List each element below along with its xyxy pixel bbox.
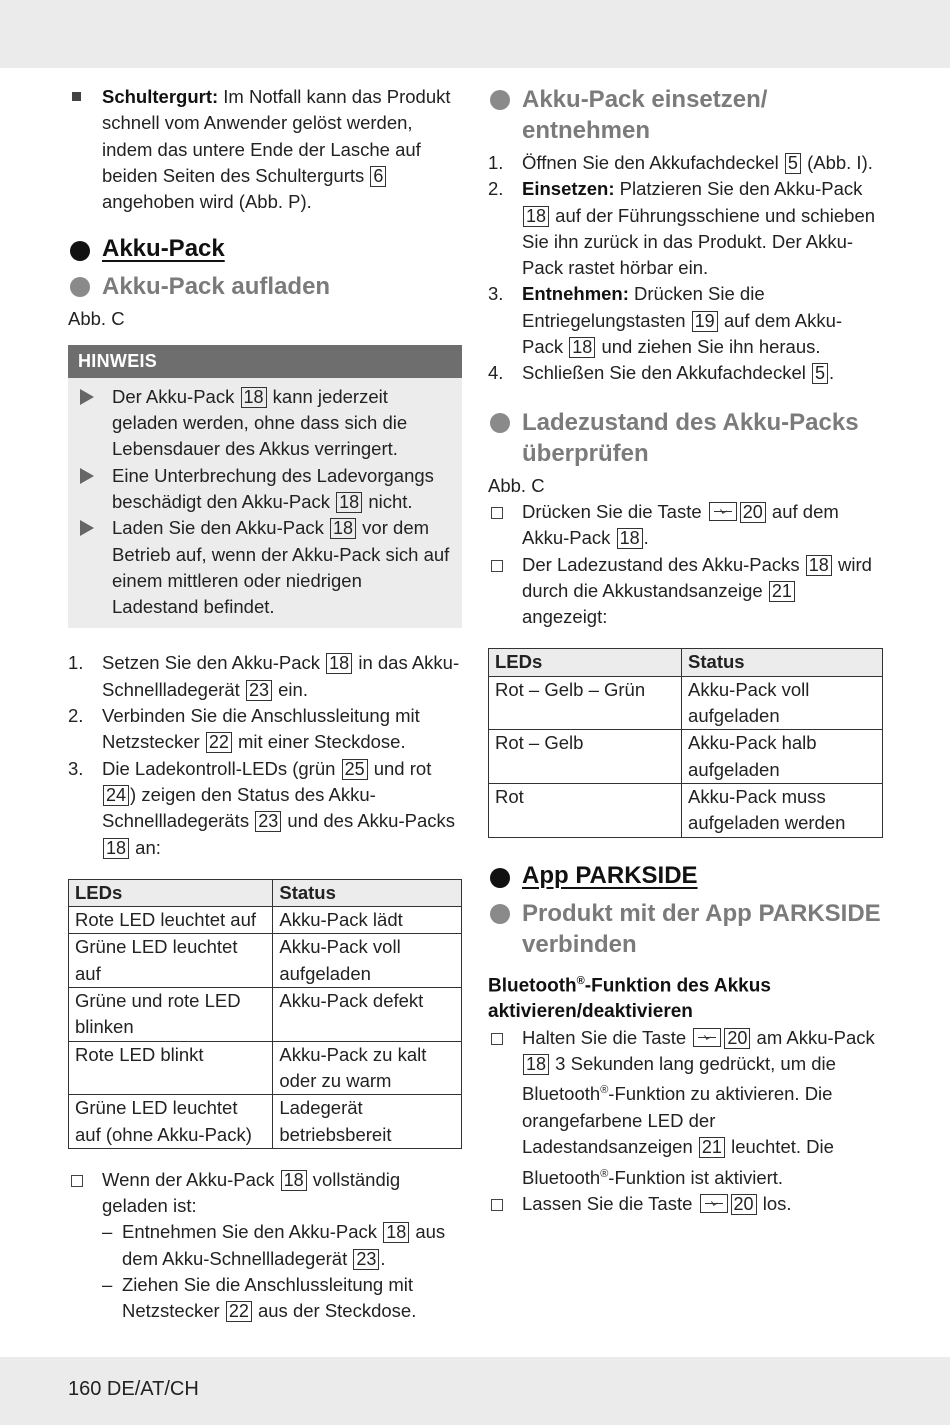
text: am Akku-Pack [751,1026,875,1048]
heading-text: Akku-Pack aufladen [102,273,331,301]
text: Laden Sie den Akku-Pack [112,517,330,539]
table-header-row [69,879,462,906]
step-number: 3. [68,757,84,779]
ref-number: 18 [806,555,832,576]
ref-number: 23 [353,1249,379,1270]
table-header: Status [273,879,462,906]
text: auf der Führungsschiene und schieben Sie ihn zurück in das Produkt. Der Akku-Pack rastet hörbar ein. [522,204,876,279]
text: -Funktion zu aktivieren. Die orangefarbene LED der Ladestandsanzeigen [522,1083,833,1158]
heading-text: Ladezustand des Akku-Packs überprüfen [522,408,859,467]
heading-ladezustand [488,407,883,469]
text: los. [757,1192,792,1214]
table-row [69,934,462,988]
text: aus dem Akku-Schnellladegerät [122,1221,446,1269]
ref-number: 24 [103,785,129,806]
schultergurt-paragraph [68,84,462,215]
table-row [489,783,883,837]
text: Eine Unterbrechung des Ladevorgangs beschädigt den Akku-Pack [112,464,434,512]
insert-steps [488,150,883,387]
ref-number: 18 [336,492,362,513]
checkbox-bullet-icon [71,1175,83,1187]
table-cell: Rot – Gelb – Grün [489,676,682,730]
text: ein. [273,678,308,700]
table-cell: Ladegerät betriebsbereit [273,1095,462,1149]
checkbox-bullet-icon [491,507,503,519]
square-bullet-icon [72,92,81,101]
triangle-bullet-icon [80,468,94,484]
triangle-bullet-icon [80,520,94,536]
charging-steps [68,650,462,860]
text: Der Akku-Pack [112,385,240,407]
table-row [69,1095,462,1149]
text: wird durch die Akkustandsanzeige [522,553,872,601]
hinweis-item [78,515,452,620]
text: vollständig geladen ist: [102,1168,401,1217]
figure-reference: Abb. C [68,308,125,330]
text: kann jederzeit geladen werden, ohne dass sich die Lebensdauer des Akkus verringert. [112,385,408,460]
step-item [68,650,462,703]
ref-number: 20 [724,1028,750,1049]
table-row [69,1041,462,1095]
bullet-dot-icon [490,868,510,888]
text: leuchtet. Die Bluetooth [522,1136,834,1188]
check-item [488,499,883,552]
check-item [488,552,883,631]
text: und des Akku-Packs [282,810,456,832]
step-number: 3. [488,283,504,305]
check-item [488,1191,883,1217]
table-row [489,730,883,784]
text: und ziehen Sie ihn heraus. [596,336,821,358]
text: . [829,362,835,384]
step-number: 4. [488,362,504,384]
heading-einsetzen-entnehmen [488,84,883,146]
text: 3 Sekunden lang gedrückt, um die Bluetooth [522,1053,836,1105]
table-cell: Grüne und rote LED blinken [69,988,273,1042]
check-list [488,499,883,630]
text: Entnehmen Sie den Akku-Pack [122,1221,383,1243]
right-column [488,84,883,1217]
text: und rot [368,757,432,779]
button-key-icon [709,502,737,521]
text: Platzieren Sie den Akku-Pack [614,178,863,200]
heading-text: Akku-Pack [102,235,225,263]
charge-level-table [488,648,883,837]
ref-number: 5 [785,153,801,174]
table-row [489,676,883,730]
table-cell: Akku-Pack zu kalt oder zu warm [273,1041,462,1095]
step-label: Entnehmen: [522,283,629,305]
text: Setzen Sie den Akku-Pack [102,652,326,674]
bullet-dot-icon [70,277,90,297]
heading-akku-pack [68,235,462,263]
text: auf dem Akku-Pack [522,500,839,549]
dash-list [68,1219,462,1324]
bullet-dot-icon [490,413,510,433]
bluetooth-list [488,1025,883,1217]
step-number: 2. [488,178,504,200]
text: angezeigt: [522,606,608,628]
table-header: LEDs [489,649,682,676]
table-row [69,907,462,934]
heading-app-parkside [488,862,883,890]
checkbox-bullet-icon [491,560,503,572]
table-header: LEDs [69,879,273,906]
text: Verbinden Sie die Anschlussleitung mit Netzstecker [102,705,420,753]
text: nicht. [363,490,413,512]
dash-marker: – [102,1273,113,1295]
heading-text: Akku-Pack einsetzen/ entnehmen [522,86,768,144]
ref-number: 21 [769,581,795,602]
registered-mark: ® [600,1084,609,1097]
bluetooth-subheading [488,968,883,1025]
hinweis-box [68,345,462,629]
button-key-icon [700,1194,728,1213]
table-header-row [489,649,883,676]
table-cell: Akku-Pack defekt [273,988,462,1042]
table-cell: Rote LED blinkt [69,1041,273,1095]
ref-number: 18 [281,1170,307,1191]
left-column [68,84,462,1325]
bullet-dot-icon [70,241,90,261]
ref-number: 23 [255,811,281,832]
step-label: Einsetzen: [522,178,615,200]
text: Wenn der Akku-Pack [102,1168,280,1190]
dash-marker: – [102,1221,113,1243]
text: ) zeigen den Status des Akku-Schnellladegeräts [102,783,376,832]
text: in das Akku-Schnellladegerät [102,652,460,700]
heading-app-verbinden [488,898,883,960]
ref-number: 20 [731,1194,757,1215]
check-item [68,1167,462,1220]
registered-mark: ® [600,1167,609,1180]
text: -Funktion des Akkus aktivieren/deaktivieren [488,974,771,1022]
schultergurt-label: Schultergurt: [102,86,219,107]
header-bar [0,0,950,68]
ref-number: 18 [523,1054,549,1075]
text: Ziehen Sie die Anschlussleitung mit Netzstecker [122,1273,414,1322]
ref-number: 20 [740,502,766,523]
table-cell: Akku-Pack voll aufgeladen [273,934,462,988]
led-status-table [68,879,462,1149]
ref-number: 22 [226,1301,252,1322]
heading-text: Produkt mit der App PARKSIDE verbinden [522,899,881,958]
fully-charged-section [68,1167,462,1325]
bullet-dot-icon [490,90,510,110]
button-key-icon [693,1028,721,1047]
heading-akku-pack-aufladen [68,271,462,302]
dash-item [102,1219,462,1272]
table-cell: Akku-Pack muss aufgeladen werden [682,783,883,837]
hinweis-item [78,384,452,463]
text: -Funktion ist aktiviert. [608,1166,784,1188]
text: Im Notfall kann das Produkt schnell vom Anwender gelöst werden, indem das untere Ende der Lasche auf beiden Seiten des Schultergurts [102,86,451,186]
table-cell: Rote LED leuchtet auf [69,907,273,934]
bullet-dot-icon [490,904,510,924]
heading-text: App PARKSIDE [522,861,698,889]
text: Schließen Sie den Akkufachdeckel [522,362,811,384]
ref-number: 23 [246,680,272,701]
text: (Abb. I). [801,152,873,173]
registered-mark: ® [576,974,585,987]
ref-number: 18 [569,337,595,358]
text: Der Ladezustand des Akku-Packs [522,553,805,575]
ref-number: 19 [692,311,718,332]
check-item [488,1025,883,1191]
ref-number: 18 [241,387,267,408]
text: Bluetooth [488,974,577,996]
table-cell: Grüne LED leuchtet auf (ohne Akku-Pack) [69,1095,273,1149]
dash-item [102,1272,462,1325]
step-number: 1. [488,152,504,173]
hinweis-body [68,378,462,629]
ref-number: 6 [370,166,386,187]
text: an: [130,836,161,858]
ref-number: 18 [326,653,352,674]
text: . [380,1247,386,1269]
text: Öffnen Sie den Akkufachdeckel [522,152,784,173]
table-cell: Akku-Pack voll aufgeladen [682,676,883,730]
step-item [68,703,462,756]
step-item [488,176,883,281]
text: auf dem Akku-Pack [522,309,843,358]
table-header: Status [682,649,883,676]
table-cell: Rot – Gelb [489,730,682,784]
ref-number: 18 [103,838,129,859]
hinweis-item [78,463,452,516]
text: Drücken Sie die Entriegelungstasten [522,283,765,331]
ref-number: 22 [206,732,232,753]
ref-number: 25 [342,759,368,780]
step-number: 1. [68,652,84,674]
table-cell: Grüne LED leuchtet auf [69,934,273,988]
table-cell: Akku-Pack lädt [273,907,462,934]
ref-number: 18 [523,206,549,227]
table-row [69,988,462,1042]
ref-number: 18 [617,528,643,549]
text: Die Ladekontroll-LEDs (grün [102,757,341,779]
step-item [488,360,883,386]
table-cell: Akku-Pack halb aufgeladen [682,730,883,784]
step-item [488,150,883,176]
step-number: 2. [68,705,84,727]
hinweis-title: HINWEIS [68,345,462,378]
text: aus der Steckdose. [252,1300,417,1322]
ref-number: 18 [383,1222,409,1243]
text: vor dem Betrieb auf, wenn der Akku-Pack sich auf einem mittleren oder niedrigen Ladestand befindet. [112,517,450,618]
ref-number: 18 [330,518,356,539]
text: Drücken Sie die Taste [522,500,707,522]
text: . [643,527,649,549]
checkbox-bullet-icon [491,1033,503,1045]
text: Lassen Sie die Taste [522,1192,698,1214]
step-item [68,756,462,861]
step-item [488,281,883,360]
text: mit einer Steckdose. [232,731,406,753]
figure-reference: Abb. C [488,474,545,496]
checkbox-bullet-icon [491,1199,503,1211]
triangle-bullet-icon [80,389,94,405]
ref-number: 5 [812,363,828,384]
text: angehoben wird (Abb. P). [102,191,312,213]
text: Halten Sie die Taste [522,1026,692,1048]
table-cell: Rot [489,783,682,837]
page-footer: 160 DE/AT/CH [68,1378,199,1400]
ref-number: 21 [699,1137,725,1158]
